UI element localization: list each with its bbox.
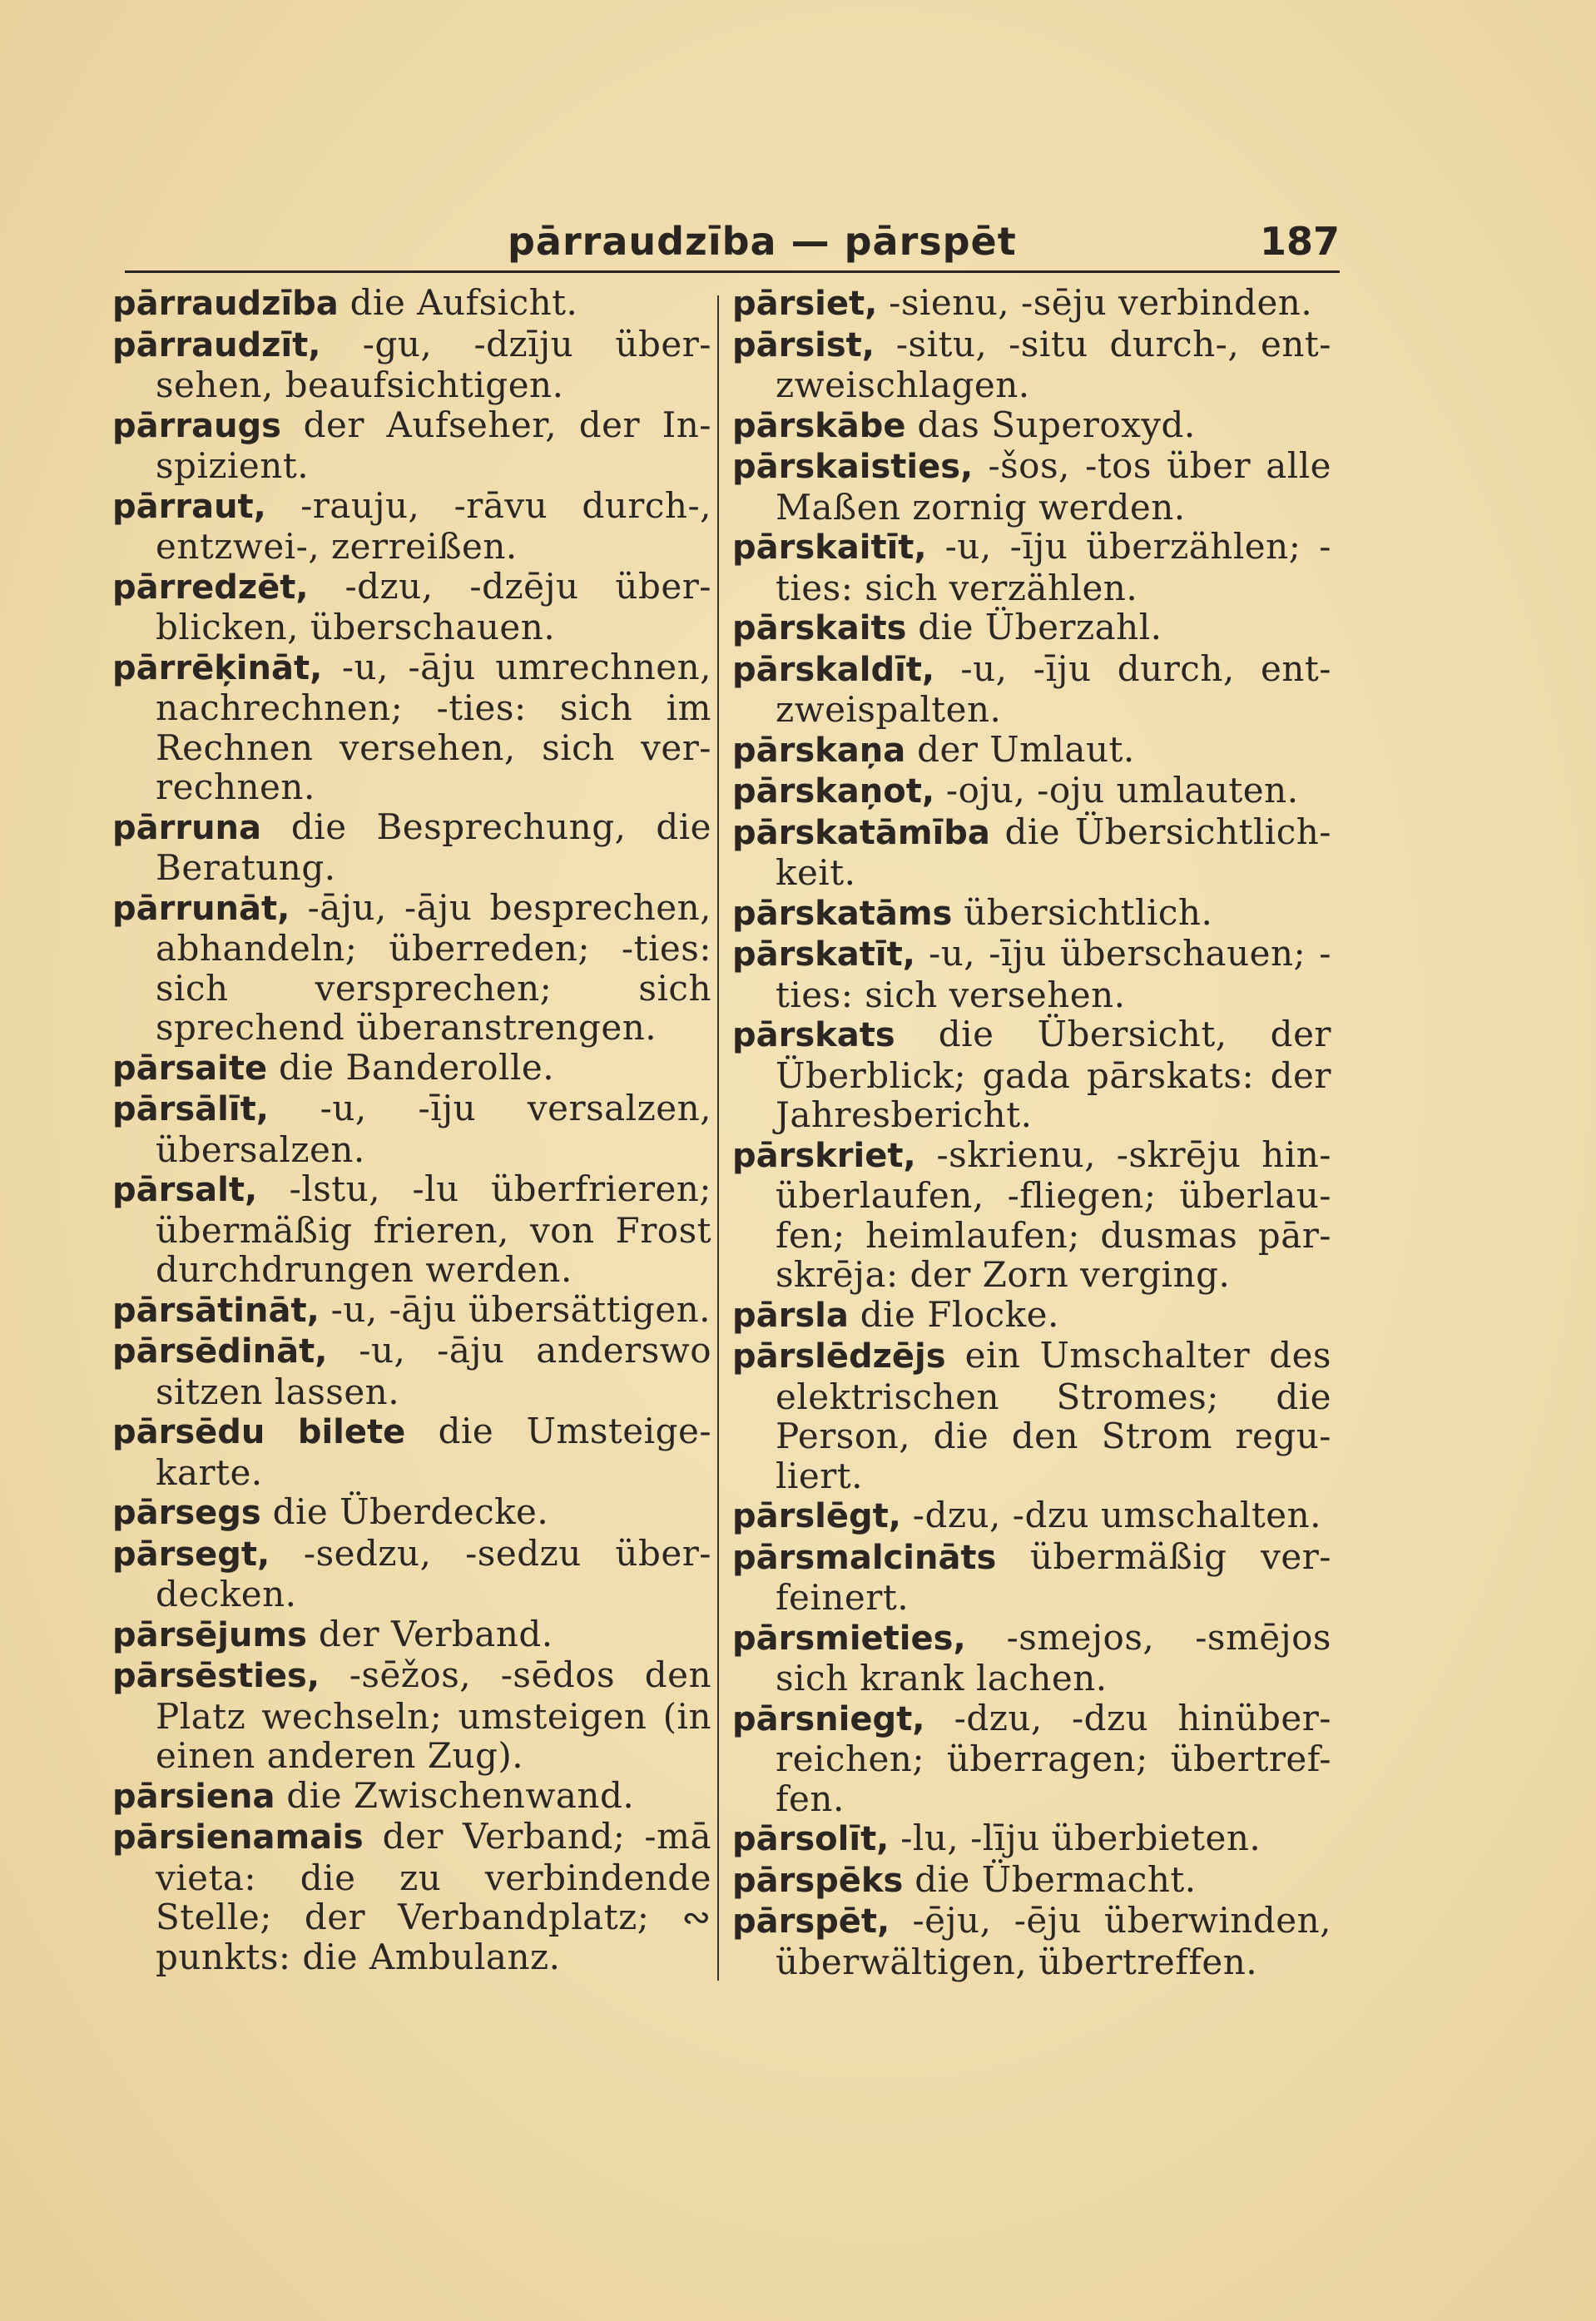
definition: die Flocke. — [848, 1293, 1059, 1335]
definition: -u, -īju durch, ent-zweispalten. — [776, 647, 1331, 730]
dictionary-entry — [732, 1699, 1331, 1819]
page-number: 187 — [1259, 219, 1340, 264]
dictionary-entry — [112, 1614, 711, 1656]
dictionary-entry — [732, 1336, 1331, 1495]
dictionary-entry — [732, 405, 1331, 447]
dictionary-entry — [112, 1048, 711, 1089]
right-column — [732, 283, 1331, 1981]
headword: pārredzēt, — [112, 568, 309, 607]
dictionary-entry — [732, 608, 1331, 649]
dictionary-entry — [112, 1492, 711, 1534]
dictionary-entry — [732, 771, 1331, 812]
dictionary-entry — [732, 1537, 1331, 1618]
headword: pārsegs — [112, 1494, 261, 1532]
column-divider — [717, 295, 719, 1981]
headword: pārruna — [112, 808, 262, 847]
headword: pārskriet, — [732, 1136, 916, 1175]
definition: die Besprechung, die Beratung. — [156, 806, 711, 888]
dictionary-entry — [732, 1135, 1331, 1295]
definition: -ēju, -ēju überwinden, überwältigen, übertreffen. — [776, 1900, 1331, 1982]
definition: die Zwischenwand. — [275, 1774, 635, 1816]
definition: -oju, -oju umlauten. — [934, 770, 1299, 811]
headword: pārrēķināt, — [112, 648, 323, 687]
headword: pārskaņa — [732, 731, 906, 770]
definition: -u, -āju umrechnen, nachrechnen; -ties: sich im Rechnen versehen, sich ver-rechnen. — [156, 646, 711, 807]
headword: pārskatāmība — [732, 813, 990, 852]
definition: -dzu, -dzu hinüber-reichen; überragen; übertref-fen. — [776, 1697, 1331, 1819]
headword: pārsniegt, — [732, 1699, 925, 1738]
headword: pārskaits — [732, 609, 907, 647]
headword: pārslēdzējs — [732, 1337, 946, 1376]
dictionary-entry — [112, 807, 711, 888]
headword: pārskaitīt, — [732, 528, 927, 567]
dictionary-entry — [112, 1411, 711, 1492]
definition: die Überdecke. — [260, 1491, 549, 1532]
definition: ein Umschalter des elektrischen Stromes; die Person, die den Strom regu-liert. — [776, 1335, 1331, 1496]
headword: pārsēsties, — [112, 1657, 320, 1695]
definition: -dzu, -dzu umschalten. — [900, 1495, 1321, 1535]
headword: pārskats — [732, 1016, 895, 1054]
headword: pārsolīt, — [732, 1820, 890, 1858]
dictionary-entry — [112, 1169, 711, 1290]
definition: -lstu, -lu überfrieren; übermäßig frieren, von Frost durchdrungen werden. — [156, 1168, 711, 1290]
headword: pārraudzīt, — [112, 325, 321, 365]
definition: -u, -īju überschauen; -ties: sich versehen. — [776, 933, 1331, 1015]
headword: pārsla — [732, 1296, 849, 1335]
definition: -lu, -līju überbieten. — [889, 1818, 1261, 1858]
definition: -skrienu, -skrēju hin-überlaufen, -fliegen; überlau-fen; heimlaufen; dusmas pār-skrēja: der Zorn verging. — [776, 1133, 1331, 1295]
headword: pārsaite — [112, 1049, 268, 1088]
definition: -u, -āju anderswo sitzen lassen. — [156, 1330, 711, 1412]
definition: die Banderolle. — [267, 1046, 555, 1088]
dictionary-entry — [112, 567, 711, 647]
dictionary-entry — [112, 1776, 711, 1818]
dictionary-entry — [112, 405, 711, 486]
definition: -smejos, -smējos sich krank lachen. — [776, 1616, 1331, 1699]
definition: der Verband; -mā vieta: die zu verbindende Stelle; der Verbandplatz; ∾ punkts: die Ambulanz. — [156, 1816, 711, 1977]
headword: pārsātināt, — [112, 1291, 320, 1330]
headword: pārskaldīt, — [732, 650, 935, 689]
headword: pārsējums — [112, 1615, 307, 1654]
dictionary-entry — [112, 1534, 711, 1614]
definition: übermäßig ver-feinert. — [776, 1535, 1331, 1618]
dictionary-entry — [112, 283, 711, 325]
definition: das Superoxyd. — [905, 404, 1196, 445]
definition: -u, -īju versalzen, übersalzen. — [156, 1088, 711, 1170]
headword: pārsegt, — [112, 1535, 270, 1574]
dictionary-entry — [732, 446, 1331, 527]
dictionary-entry — [112, 1089, 711, 1169]
dictionary-entry — [112, 1655, 711, 1776]
dictionary-entry — [112, 1331, 711, 1411]
headword: pārsiet, — [732, 285, 878, 323]
headword: pārraugs — [112, 406, 281, 445]
dictionary-entry — [732, 812, 1331, 893]
definition: -gu, -dzīju über-sehen, beaufsichtigen. — [156, 323, 711, 405]
dictionary-entry — [732, 893, 1331, 935]
dictionary-entry — [112, 1817, 711, 1976]
headword: pārskaņot, — [732, 772, 935, 811]
definition: -u, -āju übersättigen. — [319, 1288, 711, 1330]
definition: -šos, -tos über alle Maßen zornig werden. — [776, 445, 1331, 528]
headword: pārsmalcināts — [732, 1538, 997, 1577]
dictionary-entry — [732, 1860, 1331, 1902]
headword: pārsēdināt, — [112, 1332, 328, 1371]
definition: -āju, -āju besprechen, abhandeln; überreden; -ties: sich versprechen; sich sprechend überanstrengen. — [156, 886, 711, 1048]
page-header — [125, 212, 1340, 273]
definition: -u, -īju überzählen; -ties: sich verzählen. — [776, 526, 1331, 608]
dictionary-entry — [732, 1818, 1331, 1860]
left-column — [112, 283, 711, 1976]
dictionary-entry — [732, 730, 1331, 771]
definition: der Verband. — [306, 1613, 553, 1654]
definition: die Übersichtlich-keit. — [776, 811, 1331, 893]
definition: -rauju, -rāvu durch-, entzwei-, zerreißen. — [156, 484, 711, 567]
running-head: pārraudzība — pārspēt — [508, 219, 1017, 264]
headword: pārslēgt, — [732, 1497, 901, 1535]
definition: die Übermacht. — [903, 1858, 1197, 1900]
dictionary-entry — [732, 1901, 1331, 1981]
headword: pārskatīt, — [732, 935, 915, 974]
definition: -dzu, -dzēju über-blicken, überschauen. — [156, 565, 711, 647]
dictionary-entry — [732, 283, 1331, 325]
headword: pārsist, — [732, 325, 875, 365]
dictionary-entry — [732, 527, 1331, 608]
dictionary-entry — [732, 934, 1331, 1014]
definition: die Aufsicht. — [338, 282, 578, 323]
dictionary-entry — [732, 649, 1331, 730]
definition: die Übersicht, der Überblick; gada pārskats: der Jahresbericht. — [776, 1014, 1331, 1135]
dictionary-entry — [732, 1295, 1331, 1337]
headword: pārsalt, — [112, 1171, 258, 1209]
dictionary-entry — [732, 325, 1331, 405]
headword: pārraut, — [112, 487, 266, 526]
headword: pārrunāt, — [112, 889, 290, 928]
headword: pārsēdu bilete — [112, 1413, 406, 1451]
dictionary-entry — [732, 1618, 1331, 1699]
dictionary-entry — [732, 1014, 1331, 1135]
headword: pārsmieties, — [732, 1619, 966, 1658]
headword: pārskaisties, — [732, 448, 974, 486]
definition: -sedzu, -sedzu über-decken. — [156, 1532, 711, 1614]
definition: übersichtlich. — [952, 891, 1213, 933]
dictionary-entry — [112, 486, 711, 567]
headword: pārspēt, — [732, 1902, 890, 1941]
dictionary-entry — [732, 1495, 1331, 1537]
definition: der Aufseher, der In-spizient. — [156, 404, 711, 486]
definition: -sēžos, -sēdos den Platz wechseln; umsteigen (in einen anderen Zug). — [156, 1654, 711, 1776]
headword: pārskatāms — [732, 894, 953, 933]
headword: pārsiena — [112, 1777, 275, 1816]
dictionary-entry — [112, 325, 711, 405]
dictionary-entry — [112, 1290, 711, 1332]
headword: pārsienamais — [112, 1818, 364, 1857]
definition: die Überzahl. — [906, 607, 1162, 647]
dictionary-entry — [112, 888, 711, 1048]
definition: die Umsteige-karte. — [156, 1411, 712, 1493]
definition: -sienu, -sēju verbinden. — [877, 282, 1313, 323]
dictionary-entry — [112, 647, 711, 807]
definition: -situ, -situ durch-, ent-zweischlagen. — [776, 323, 1331, 405]
headword: pārraudzība — [112, 285, 339, 323]
headword: pārskābe — [732, 406, 906, 445]
headword: pārspēks — [732, 1861, 904, 1900]
definition: der Umlaut. — [905, 728, 1135, 770]
headword: pārsālīt, — [112, 1090, 269, 1128]
